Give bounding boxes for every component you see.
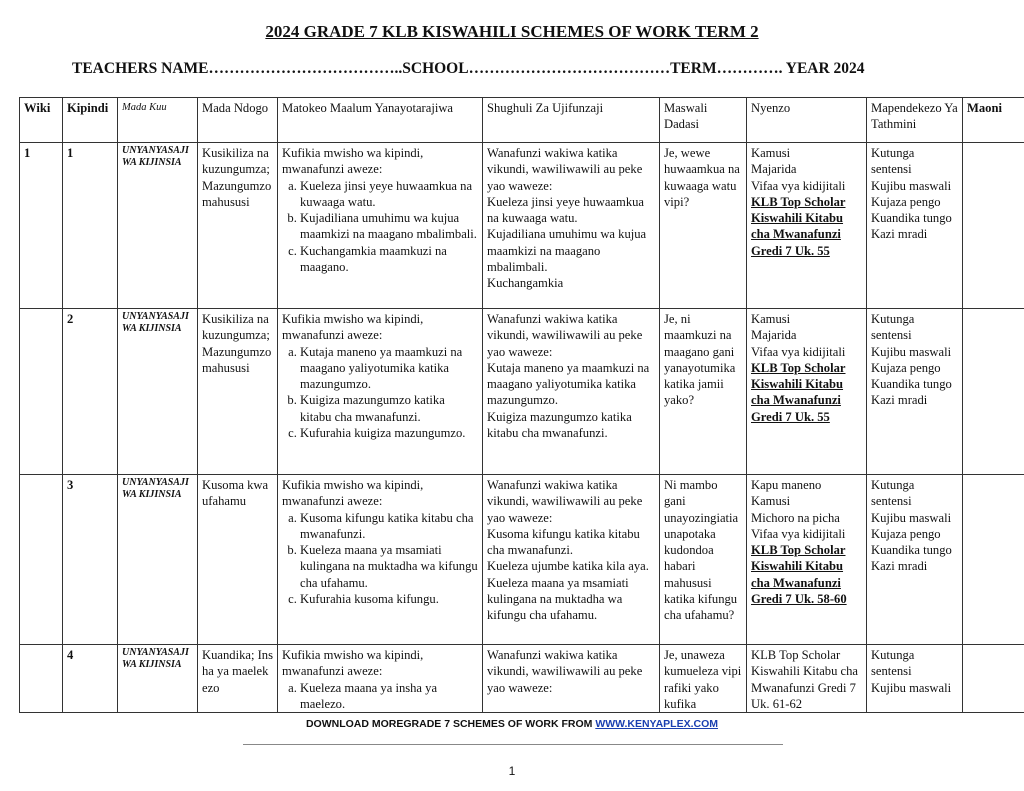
matokeo-intro: Kufikia mwisho wa kipindi, mwanafunzi aweze: <box>282 312 424 343</box>
objectives-list <box>282 178 478 276</box>
maoni-cell <box>963 143 1024 309</box>
col-header-tathmini: Mapendekezo Ya Tathmini <box>867 98 963 143</box>
objective-item: b. Kueleza maana ya msamiati kulingana na muktadha wa kifungu cha ufahamu. <box>300 542 478 591</box>
objective-item: a. Kueleza maana ya insha ya maelezo. <box>300 680 478 713</box>
activity-line: Wanafunzi wakiwa katika vikundi, wawiliwawili au peke yao waweze: <box>487 478 643 525</box>
assessment-item: Kuandika tungo <box>871 377 952 392</box>
mada-kuu-cell: UNYANYASAJI WA KIJINSIA <box>118 475 198 645</box>
schemes-table <box>19 97 1024 713</box>
col-header-mada-ndogo: Mada Ndogo <box>198 98 278 143</box>
assessment-item: Kuandika tungo <box>871 211 952 226</box>
mada-ndogo-cell: Kusikiliza na kuzungumza; Mazungumzo mahususi <box>198 309 278 475</box>
matokeo-cell <box>278 645 483 713</box>
mada-ndogo-cell: Kuandika; Insha ya maelekezo <box>198 645 278 713</box>
col-header-wiki: Wiki <box>20 98 63 143</box>
shughuli-cell <box>483 645 660 713</box>
table-row <box>20 475 1024 645</box>
resource-item: KLB Top Scholar Kiswahili Kitabu cha Mwanafunzi Gredi 7 Uk. 61-62 <box>751 648 859 711</box>
assessment-item: Kazi mradi <box>871 227 928 242</box>
shughuli-cell <box>483 309 660 475</box>
resource-item: Majarida <box>751 328 797 343</box>
matokeo-intro: Kufikia mwisho wa kipindi, mwanafunzi aweze: <box>282 478 424 509</box>
resource-item: Kamusi <box>751 312 791 326</box>
wiki-cell: 1 <box>20 143 63 309</box>
activity-line: Kutaja maneno ya maamkuzi na maagano yaliyotumika katika mazungumzo. <box>487 360 650 408</box>
assessment-item: Kuandika tungo <box>871 543 952 558</box>
assessment-item: Kujibu maswali <box>871 178 952 193</box>
download-footer <box>0 718 1024 730</box>
table-row <box>20 143 1024 309</box>
document-title: 2024 GRADE 7 KLB KISWAHILI SCHEMES OF WORK TERM 2 <box>265 22 759 41</box>
assessment-item: Kutunga sentensi <box>871 478 915 509</box>
objectives-list <box>282 344 478 442</box>
objective-item: b. Kujadiliana umuhimu wa kujua maamkizi na maagano mbalimbali. <box>300 210 478 243</box>
matokeo-cell <box>278 143 483 309</box>
maswali-cell: Je, unaweza kumueleza vipi rafiki yako kufika <box>660 645 747 713</box>
table-header-row <box>20 98 1024 143</box>
col-header-maoni: Maoni <box>963 98 1024 143</box>
kipindi-cell: 4 <box>63 645 118 713</box>
activity-line: Kueleza ujumbe katika kila aya. <box>487 559 649 574</box>
kipindi-cell: 3 <box>63 475 118 645</box>
resource-item: Majarida <box>751 162 797 177</box>
textbook-reference: KLB Top Scholar Kiswahili Kitabu cha Mwanafunzi Gredi 7 Uk. 58-60 <box>751 543 847 607</box>
assessment-item: Kujibu maswali <box>871 680 952 695</box>
mada-kuu-cell: UNYANYASAJI WA KIJINSIA <box>118 309 198 475</box>
teacher-info-line: TEACHERS NAME………………………………..SCHOOL…………………………………TERM…………. YEAR 2024 <box>72 60 865 77</box>
nyenzo-cell <box>747 143 867 309</box>
resource-item: Kamusi <box>751 494 791 509</box>
maoni-cell <box>963 309 1024 475</box>
activity-line: Wanafunzi wakiwa katika vikundi, wawiliwawili au peke yao waweze: <box>487 312 643 359</box>
objective-item: c. Kuchangamkia maamkuzi na maagano. <box>300 243 478 276</box>
col-header-shughuli: Shughuli Za Ujifunzaji <box>483 98 660 143</box>
objective-item: c. Kufurahia kuigiza mazungumzo. <box>300 425 478 441</box>
col-header-mada-kuu: Mada Kuu <box>118 98 198 143</box>
activity-line: Kuigiza mazungumzo katika kitabu cha mwanafunzi. <box>487 409 632 441</box>
assessment-item: Kutunga sentensi <box>871 146 915 177</box>
assessment-item: Kazi mradi <box>871 559 928 574</box>
shughuli-cell <box>483 475 660 645</box>
nyenzo-cell <box>747 309 867 475</box>
mada-ndogo-cell: Kusoma kwa ufahamu <box>198 475 278 645</box>
nyenzo-cell <box>747 645 867 713</box>
mada-kuu-cell: UNYANYASAJI WA KIJINSIA <box>118 645 198 713</box>
wiki-cell <box>20 475 63 645</box>
assessment-item: Kujibu maswali <box>871 344 952 359</box>
kipindi-cell: 1 <box>63 143 118 309</box>
tathmini-cell <box>867 143 963 309</box>
assessment-item: Kujibu maswali <box>871 510 952 525</box>
resource-item: Vifaa vya kidijitali <box>751 344 846 359</box>
matokeo-cell <box>278 309 483 475</box>
kipindi-cell: 2 <box>63 309 118 475</box>
resource-item: Kapu maneno <box>751 478 822 492</box>
objective-item: c. Kufurahia kusoma kifungu. <box>300 591 478 607</box>
activity-line: Wanafunzi wakiwa katika vikundi, wawiliwawili au peke yao waweze: <box>487 146 643 193</box>
tathmini-cell <box>867 645 963 713</box>
maswali-cell: Ni mambo gani unayozingiatia unapotaka kudondoa habari mahususi katika kifungu cha ufahamu? <box>660 475 747 645</box>
activity-line: Kueleza maana ya msamiati kulingana na muktadha wa kifungu cha ufahamu. <box>487 575 629 623</box>
nyenzo-cell <box>747 475 867 645</box>
col-header-maswali: Maswali Dadasi <box>660 98 747 143</box>
resource-item: Vifaa vya kidijitali <box>751 178 846 193</box>
table-row <box>20 309 1024 475</box>
activity-line: Kuchangamkia <box>487 276 564 291</box>
objective-item: b. Kuigiza mazungumzo katika kitabu cha mwanafunzi. <box>300 392 478 425</box>
wiki-cell <box>20 309 63 475</box>
resource-item: Kamusi <box>751 146 791 160</box>
activity-line: Kueleza jinsi yeye huwaamkua na kuwaaga watu. <box>487 194 645 226</box>
activity-line: Kujadiliana umuhimu wa kujua maamkizi na maagano mbalimbali. <box>487 227 647 275</box>
col-header-matokeo: Matokeo Maalum Yanayotarajiwa <box>278 98 483 143</box>
maswali-cell: Je, ni maamkuzi na maagano gani yanayotumika katika jamii yako? <box>660 309 747 475</box>
matokeo-intro: Kufikia mwisho wa kipindi, mwanafunzi aweze: <box>282 648 424 679</box>
activity-line: Wanafunzi wakiwa katika vikundi, wawiliwawili au peke yao waweze: <box>487 648 643 695</box>
resource-item: Vifaa vya kidijitali <box>751 526 846 541</box>
matokeo-intro: Kufikia mwisho wa kipindi, mwanafunzi aweze: <box>282 146 424 177</box>
assessment-item: Kutunga sentensi <box>871 312 915 343</box>
objective-item: a. Kueleza jinsi yeye huwaamkua na kuwaaga watu. <box>300 178 478 211</box>
col-header-nyenzo: Nyenzo <box>747 98 867 143</box>
col-header-kipindi: Kipindi <box>63 98 118 143</box>
mada-kuu-cell: UNYANYASAJI WA KIJINSIA <box>118 143 198 309</box>
assessment-item: Kujaza pengo <box>871 360 941 375</box>
maoni-cell <box>963 475 1024 645</box>
tathmini-cell <box>867 309 963 475</box>
objectives-list <box>282 510 478 608</box>
mada-ndogo-cell: Kusikiliza na kuzungumza; Mazungumzo mahususi <box>198 143 278 309</box>
assessment-item: Kujaza pengo <box>871 194 941 209</box>
activity-line: Kusoma kifungu katika kitabu cha mwanafunzi. <box>487 526 640 558</box>
resource-item: Michoro na picha <box>751 510 840 525</box>
assessment-item: Kutunga sentensi <box>871 648 915 679</box>
footer-divider <box>243 744 783 745</box>
objective-item: a. Kusoma kifungu katika kitabu cha mwanafunzi. <box>300 510 478 543</box>
footer-text: DOWNLOAD MOREGRADE 7 SCHEMES OF WORK FROM <box>305 718 596 730</box>
shughuli-cell <box>483 143 660 309</box>
kenyaplex-link[interactable]: WWW.KENYAPLEX.COM <box>595 718 719 730</box>
textbook-reference: KLB Top Scholar Kiswahili Kitabu cha Mwanafunzi Gredi 7 Uk. 55 <box>751 360 846 424</box>
objective-item: a. Kutaja maneno ya maamkuzi na maagano yaliyotumika katika mazungumzo. <box>300 344 478 393</box>
page-number: 1 <box>508 764 516 778</box>
matokeo-cell <box>278 475 483 645</box>
table-row <box>20 645 1024 713</box>
objectives-list <box>282 680 478 713</box>
assessment-item: Kujaza pengo <box>871 526 941 541</box>
wiki-cell <box>20 645 63 713</box>
textbook-reference: KLB Top Scholar Kiswahili Kitabu cha Mwanafunzi Gredi 7 Uk. 55 <box>751 194 846 258</box>
maswali-cell: Je, wewe huwaamkua na kuwaaga watu vipi? <box>660 143 747 309</box>
assessment-item: Kazi mradi <box>871 393 928 408</box>
tathmini-cell <box>867 475 963 645</box>
maoni-cell <box>963 645 1024 713</box>
